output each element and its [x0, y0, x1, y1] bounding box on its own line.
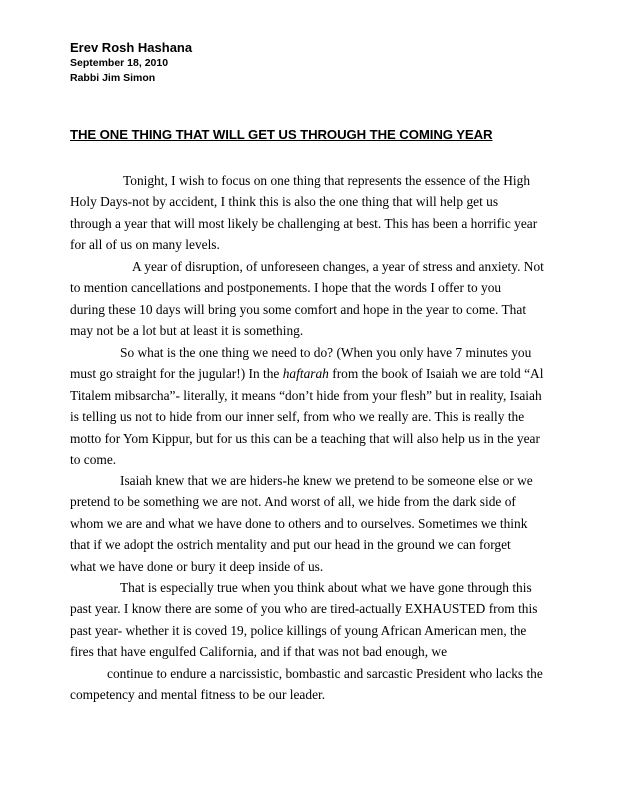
- text-line: motto for Yom Kippur, but for us this can be a teaching that will also help us in the year: [70, 430, 540, 446]
- paragraph-5: [70, 577, 590, 663]
- text-line: Holy Days-not by accident, I think this is also the one thing that will help get us: [70, 194, 499, 210]
- text-line: That is especially true when you think about what we have gone through this: [120, 580, 532, 595]
- text-fragment: from the book of Isaiah we are told “Al: [332, 366, 544, 382]
- paragraph-6: [70, 663, 590, 706]
- haftarah-term: haftarah: [282, 366, 329, 382]
- text-line: A year of disruption, of unforeseen changes, a year of stress and anxiety. Not: [132, 259, 544, 274]
- text-line: [70, 363, 590, 384]
- text-line: to mention cancellations and postponements. I hope that the words I offer to you: [70, 280, 502, 296]
- event-name: Erev Rosh Hashana: [70, 40, 193, 55]
- text-line: during these 10 days will bring you some comfort and hope in the year to come. That: [70, 301, 527, 317]
- text-line: past year. I know there are some of you who are tired-actually EXHAUSTED from this: [70, 601, 538, 617]
- text-line: fires that have engulfed California, and if that was not bad enough, we: [70, 644, 448, 660]
- paragraph-4: [70, 470, 590, 577]
- text-line: for all of us on many levels.: [70, 237, 220, 253]
- text-line: is telling us not to hide from our inner self, from who we really are. This is really the: [70, 409, 525, 425]
- paragraph-3: [70, 342, 590, 470]
- sermon-date: September 18, 2010: [70, 57, 169, 69]
- text-line: competency and mental fitness to be our leader.: [70, 687, 326, 703]
- text-line: to come.: [70, 452, 117, 468]
- text-line: may not be a lot but at least it is something.: [70, 323, 304, 339]
- paragraph-1: [70, 170, 590, 256]
- paragraph-2: [70, 256, 590, 342]
- text-line: Isaiah knew that we are hiders-he knew we pretend to be someone else or we: [120, 473, 533, 488]
- text-line: through a year that will most likely be challenging at best. This has been a horrific year: [70, 215, 538, 231]
- text-line: Tonight, I wish to focus on one thing that represents the essence of the High: [123, 173, 531, 188]
- text-line: what we have done or bury it deep inside of us.: [70, 558, 324, 574]
- text-fragment: must go straight for the jugular!) In the: [70, 366, 280, 382]
- text-line: Titalem mibsarcha”- literally, it means “don’t hide from your flesh” but in reality, Isaiah: [70, 387, 542, 403]
- text-line: that if we adopt the ostrich mentality and put our head in the ground we can forget: [70, 537, 511, 553]
- author-name: Rabbi Jim Simon: [70, 72, 156, 84]
- text-line: past year- whether it is coved 19, police killings of young African American men, the: [70, 622, 527, 638]
- text-line: So what is the one thing we need to do? (When you only have 7 minutes you: [120, 345, 532, 360]
- text-line: whom we are and what we have done to others and to ourselves. Sometimes we think: [70, 515, 528, 531]
- text-line: pretend to be something we are not. And worst of all, we hide from the dark side of: [70, 494, 516, 510]
- sermon-title: THE ONE THING THAT WILL GET US THROUGH THE COMING YEAR: [70, 127, 493, 142]
- document-header: [70, 39, 192, 86]
- text-line: continue to endure a narcissistic, bombastic and sarcastic President who lacks the: [107, 666, 543, 681]
